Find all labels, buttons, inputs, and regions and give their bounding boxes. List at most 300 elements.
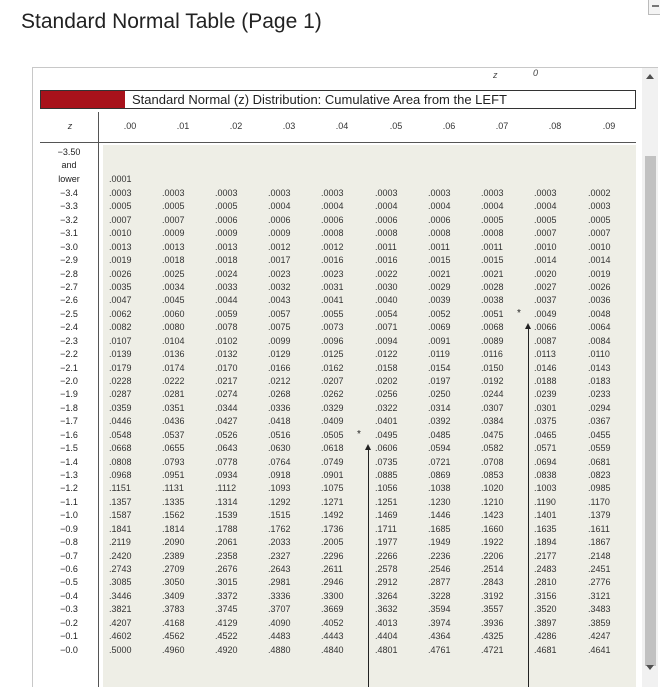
table-cell: .0022 — [375, 268, 398, 279]
table-cell: .2643 — [268, 564, 291, 575]
table-cell: .4801 — [375, 644, 398, 655]
table-cell: .2514 — [481, 564, 504, 575]
scroll-up-icon[interactable] — [646, 74, 654, 79]
table-row — [40, 457, 636, 470]
table-cell: .0778 — [215, 456, 238, 467]
table-cell: .1841 — [109, 523, 132, 534]
table-cell: .0004 — [428, 201, 451, 212]
table-cell: .0089 — [481, 335, 504, 346]
table-cell: .0032 — [268, 282, 291, 292]
table-cell: .1093 — [268, 483, 291, 494]
table-cell: .2177 — [534, 550, 557, 561]
table-cell: .0139 — [109, 349, 132, 360]
table-cell: .3594 — [428, 604, 451, 615]
table-cell: .3264 — [375, 590, 398, 601]
table-cell: .0735 — [375, 456, 398, 467]
table-cell: .0375 — [534, 416, 557, 427]
table-row — [40, 497, 636, 510]
table-cell: .0006 — [428, 214, 451, 225]
z-value: −2.7 — [60, 282, 78, 292]
table-row — [40, 443, 636, 456]
table-cell: .0003 — [428, 188, 451, 198]
table-cell: .4880 — [268, 644, 291, 655]
table-cell: .3085 — [109, 577, 132, 588]
table-cell: .4960 — [162, 644, 185, 655]
table-cell: .0078 — [215, 322, 238, 333]
table-cell: .0017 — [268, 255, 291, 266]
asterisk-marker: * — [517, 307, 521, 319]
table-cell: .3156 — [534, 590, 557, 601]
column-header: .08 — [548, 121, 562, 131]
table-cell: .0183 — [588, 376, 611, 387]
table-cell: .0150 — [481, 362, 504, 373]
z-value: −3.3 — [60, 201, 78, 212]
table-cell: .0808 — [109, 456, 132, 467]
table-cell: .0392 — [428, 416, 451, 427]
table-cell: .0009 — [268, 228, 291, 239]
table-cell: .1736 — [321, 523, 344, 534]
table-cell: .0003 — [162, 188, 185, 198]
table-cell: .0446 — [109, 416, 132, 427]
table-cell: .2005 — [321, 537, 344, 548]
table-cell: .3372 — [215, 590, 238, 601]
table-cell: .1814 — [162, 523, 185, 534]
table-cell: .0013 — [109, 241, 132, 252]
table-cell: .3821 — [109, 604, 132, 615]
z-value: −0.8 — [60, 537, 78, 548]
table-cell: .0004 — [321, 201, 344, 212]
table-cell: .0192 — [481, 376, 504, 387]
table-cell: .2327 — [268, 550, 291, 561]
table-cell: .1762 — [268, 523, 291, 534]
z-value: −2.8 — [60, 268, 78, 279]
table-cell: .0021 — [481, 268, 504, 279]
table-cell: .0010 — [534, 241, 557, 252]
table-row — [40, 282, 636, 295]
table-cell: .0018 — [162, 255, 185, 266]
table-cell: .0003 — [109, 188, 132, 198]
table-cell: .0005 — [162, 201, 185, 212]
table-cell: .0011 — [375, 241, 397, 252]
table-cell: .0059 — [215, 308, 238, 319]
table-cell: .0045 — [162, 295, 185, 306]
table-cell: .0505 — [321, 429, 344, 440]
table-cell: .0158 — [375, 362, 398, 373]
table-cell: .0021 — [428, 268, 451, 279]
table-cell: .0239 — [534, 389, 557, 400]
table-cell: .2033 — [268, 537, 291, 548]
z-value: −1.1 — [60, 496, 78, 507]
table-cell: .2546 — [428, 564, 451, 575]
header-accent-block — [41, 91, 125, 108]
table-cell: .0071 — [375, 322, 398, 333]
table-cell: .0853 — [481, 470, 504, 481]
table-cell: .3974 — [428, 617, 451, 628]
table-cell: .3557 — [481, 604, 504, 615]
table-cell: .3409 — [162, 590, 185, 601]
table-cell: .2843 — [481, 577, 504, 588]
table-cell: .0102 — [215, 335, 238, 346]
table-cell: .0006 — [321, 214, 344, 225]
table-cell: .0485 — [428, 429, 451, 440]
table-cell: .0274 — [215, 389, 238, 400]
table-cell: .0028 — [481, 282, 504, 292]
table-cell: .0113 — [534, 349, 556, 360]
table-cell: .0047 — [109, 295, 132, 306]
table-cell: .3632 — [375, 604, 398, 615]
table-cell: .1056 — [375, 483, 398, 494]
table-cell: .2358 — [215, 550, 238, 561]
table-cell: .2743 — [109, 564, 132, 575]
window-corner-icon[interactable] — [648, 0, 660, 15]
table-cell: .0008 — [375, 228, 398, 239]
column-header: .01 — [176, 121, 190, 131]
table-cell: .0036 — [588, 295, 611, 306]
table-row — [40, 201, 636, 214]
page-title: Standard Normal Table (Page 1) — [21, 10, 322, 33]
table-row — [40, 255, 636, 268]
table-cell: .0040 — [375, 295, 398, 306]
table-cell: .0019 — [588, 268, 611, 279]
table-cell: .0003 — [481, 188, 504, 198]
table-cell: .1446 — [428, 510, 451, 521]
table-cell: .0009 — [215, 228, 238, 239]
table-cell: .0055 — [321, 308, 344, 319]
table-cell: .0008 — [321, 228, 344, 239]
table-cell: .0011 — [428, 241, 450, 252]
table-cell: .0052 — [428, 308, 451, 319]
table-row — [40, 591, 636, 604]
z-table — [40, 112, 636, 687]
table-cell: .0049 — [534, 308, 557, 319]
table-cell: .0136 — [162, 349, 185, 360]
table-cell: .1335 — [162, 496, 185, 507]
table-cell: .1230 — [428, 496, 451, 507]
table-cell: .4207 — [109, 617, 132, 628]
table-cell: .0009 — [162, 228, 185, 239]
table-cell: .1611 — [588, 523, 610, 534]
table-cell: .1357 — [109, 496, 132, 507]
z-value: −1.7 — [60, 416, 78, 427]
table-cell: .0344 — [215, 402, 238, 413]
table-cell: .0262 — [321, 389, 344, 400]
table-cell: .4681 — [534, 644, 557, 655]
table-cell: .3300 — [321, 590, 344, 601]
table-cell: .0008 — [428, 228, 451, 239]
table-cell: .2148 — [588, 550, 611, 561]
table-row — [40, 322, 636, 335]
table-cell: .0197 — [428, 376, 451, 387]
table-row — [40, 631, 636, 644]
table-cell: .0359 — [109, 402, 132, 413]
table-cell: .0038 — [481, 295, 504, 306]
table-cell: .0004 — [268, 201, 291, 212]
table-cell: .0475 — [481, 429, 504, 440]
table-cell: .3520 — [534, 604, 557, 615]
table-cell: .0011 — [481, 241, 503, 252]
table-header-bar — [40, 90, 636, 109]
table-cell: .2119 — [109, 537, 131, 548]
table-cell: .1170 — [588, 496, 610, 507]
table-cell: .0002 — [588, 188, 611, 198]
table-row — [40, 483, 636, 496]
table-cell: .0212 — [268, 376, 291, 387]
table-cell: .0179 — [109, 362, 132, 373]
table-cell: .0918 — [268, 470, 291, 481]
table-cell: .3050 — [162, 577, 185, 588]
table-cell: .2266 — [375, 550, 398, 561]
table-cell: .2676 — [215, 564, 238, 575]
table-cell: .0005 — [534, 214, 557, 225]
z-value: −0.1 — [60, 631, 78, 642]
table-cell: .0016 — [375, 255, 398, 266]
table-cell: .0075 — [268, 322, 291, 333]
table-cell: .0749 — [321, 456, 344, 467]
table-cell: .1251 — [375, 496, 398, 507]
table-cell: .0129 — [268, 349, 291, 360]
table-cell: .2451 — [588, 564, 611, 575]
table-row — [40, 510, 636, 523]
table-cell: .0162 — [321, 362, 344, 373]
table-cell: .0054 — [375, 308, 398, 319]
table-cell: .0064 — [588, 322, 611, 333]
table-cell: .1075 — [321, 483, 344, 494]
table-row — [40, 363, 636, 376]
table-cell: .0174 — [162, 362, 185, 373]
table-row — [40, 228, 636, 241]
table-cell: .0062 — [109, 308, 132, 319]
z-value: −2.5 — [60, 308, 78, 319]
column-header: .03 — [282, 121, 296, 131]
table-cell: .1949 — [428, 537, 451, 548]
table-row — [40, 551, 636, 564]
table-cell: .2912 — [375, 577, 398, 588]
table-cell: .0033 — [215, 282, 238, 292]
table-cell: .0146 — [534, 362, 557, 373]
z-value: −1.2 — [60, 483, 78, 494]
table-cell: .0548 — [109, 429, 132, 440]
table-cell: .0367 — [588, 416, 611, 427]
table-cell: .4364 — [428, 631, 451, 642]
table-cell: .0015 — [481, 255, 504, 266]
table-cell: .4013 — [375, 617, 398, 628]
table-cell: .0004 — [375, 201, 398, 212]
table-cell: .0170 — [215, 362, 238, 373]
table-cell: .0571 — [534, 443, 557, 454]
z-value: −3.2 — [60, 214, 78, 225]
zero-label: 0 — [533, 68, 539, 78]
z-value: −0.4 — [60, 590, 78, 601]
z-value: −0.3 — [60, 604, 78, 615]
table-cell: .0096 — [321, 335, 344, 346]
table-cell: .0006 — [268, 214, 291, 225]
table-cell: .2389 — [162, 550, 185, 561]
table-cell: .0268 — [268, 389, 291, 400]
z-column-header: z — [67, 121, 73, 131]
table-cell: .0012 — [321, 241, 344, 252]
table-row — [40, 537, 636, 550]
table-cell: .0217 — [215, 376, 238, 387]
table-cell: .0014 — [534, 255, 557, 266]
table-cell: .3783 — [162, 604, 185, 615]
table-cell: .0027 — [534, 282, 557, 292]
z-axis-label: z — [493, 70, 498, 80]
table-cell: .2420 — [109, 550, 132, 561]
table-cell: .1379 — [588, 510, 611, 521]
column-header: .00 — [123, 121, 137, 131]
table-cell: .0694 — [534, 456, 557, 467]
table-cell: .0495 — [375, 429, 398, 440]
vertical-scrollbar[interactable] — [642, 68, 658, 687]
table-cell: .0934 — [215, 470, 238, 481]
table-cell: .0057 — [268, 308, 291, 319]
table-cell: .0409 — [321, 416, 344, 427]
table-row — [40, 389, 636, 402]
table-cell: .0526 — [215, 429, 238, 440]
table-cell: .0014 — [588, 255, 611, 266]
lower-label: and — [61, 160, 77, 170]
table-cell: .3015 — [215, 577, 238, 588]
table-cell: .1112 — [215, 483, 237, 494]
table-cell: .0091 — [428, 335, 451, 346]
table-cell: .0003 — [588, 201, 611, 212]
table-title: Standard Normal (z) Distribution: Cumulative Area from the LEFT — [132, 92, 507, 107]
table-cell: .4641 — [588, 644, 611, 655]
table-cell: .3859 — [588, 617, 611, 628]
z-value: −2.2 — [60, 349, 78, 360]
table-cell: .0034 — [162, 282, 185, 292]
table-cell: .0418 — [268, 416, 291, 427]
table-cell: .0516 — [268, 429, 291, 440]
lower-value: .0001 — [109, 174, 132, 184]
table-cell: .0207 — [321, 376, 344, 387]
table-cell: .1562 — [162, 510, 185, 521]
table-cell: .0110 — [588, 349, 610, 360]
table-cell: .2090 — [162, 537, 185, 548]
z-value: −1.9 — [60, 389, 78, 400]
table-cell: .0885 — [375, 470, 398, 481]
table-cell: .0051 — [481, 308, 504, 319]
table-row — [40, 645, 636, 658]
table-cell: .4168 — [162, 617, 185, 628]
table-cell: .1492 — [321, 510, 344, 521]
table-row — [40, 618, 636, 631]
table-row — [40, 416, 636, 429]
table-cell: .0618 — [321, 443, 344, 454]
table-cell: .0125 — [321, 349, 344, 360]
column-header: .06 — [442, 121, 456, 131]
table-cell: .0003 — [268, 188, 291, 198]
table-cell: .0004 — [481, 201, 504, 212]
table-cell: .4286 — [534, 631, 557, 642]
table-cell: .2236 — [428, 550, 451, 561]
table-cell: .1660 — [481, 523, 504, 534]
table-cell: .0107 — [109, 335, 132, 346]
z-value: −2.4 — [60, 322, 78, 333]
table-cell: .1977 — [375, 537, 398, 548]
z-value: −1.4 — [60, 456, 78, 467]
table-cell: .0005 — [109, 201, 132, 212]
column-header: .02 — [229, 121, 243, 131]
table-cell: .0005 — [481, 214, 504, 225]
table-cell: .0537 — [162, 429, 185, 440]
table-cell: .0029 — [428, 282, 451, 292]
table-cell: .0080 — [162, 322, 185, 333]
table-cell: .0084 — [588, 335, 611, 346]
table-row — [40, 430, 636, 443]
table-cell: .0122 — [375, 349, 398, 360]
table-cell: .0764 — [268, 456, 291, 467]
column-header: .07 — [495, 121, 509, 131]
table-cell: .3897 — [534, 617, 557, 628]
table-cell: .4522 — [215, 631, 238, 642]
table-cell: .3446 — [109, 590, 132, 601]
table-cell: .1020 — [481, 483, 504, 494]
z-value: −2.0 — [60, 376, 78, 387]
table-cell: .4562 — [162, 631, 185, 642]
table-cell: .0073 — [321, 322, 344, 333]
table-cell: .0643 — [215, 443, 238, 454]
table-row — [40, 215, 636, 228]
table-cell: .0026 — [588, 282, 611, 292]
table-cell: .3707 — [268, 604, 291, 615]
table-cell: .3121 — [588, 590, 611, 601]
table-cell: .1190 — [534, 496, 556, 507]
table-cell: .0007 — [534, 228, 557, 239]
table-cell: .1003 — [534, 483, 557, 494]
table-cell: .0314 — [428, 402, 451, 413]
table-row — [40, 295, 636, 308]
table-cell: .0005 — [588, 214, 611, 225]
z-value: −0.9 — [60, 523, 78, 534]
table-cell: .4443 — [321, 631, 344, 642]
table-cell: .1788 — [215, 523, 238, 534]
table-cell: .0301 — [534, 402, 557, 413]
table-cell: .0007 — [588, 228, 611, 239]
table-cell: .1867 — [588, 537, 611, 548]
table-cell: .1271 — [321, 496, 344, 507]
table-cell: .5000 — [109, 644, 132, 655]
table-cell: .0132 — [215, 349, 238, 360]
table-cell: .0329 — [321, 402, 344, 413]
table-cell: .0031 — [321, 282, 344, 292]
table-cell: .0018 — [215, 255, 238, 266]
table-cell: .3192 — [481, 590, 504, 601]
table-cell: .4052 — [321, 617, 344, 628]
z-value: −1.6 — [60, 429, 78, 440]
table-cell: .0004 — [534, 201, 557, 212]
table-cell: .2709 — [162, 564, 185, 575]
table-cell: .0559 — [588, 443, 611, 454]
asterisk-marker: * — [357, 428, 361, 440]
table-cell: .0951 — [162, 470, 185, 481]
table-row — [40, 336, 636, 349]
table-cell: .0721 — [428, 456, 451, 467]
scroll-thumb[interactable] — [645, 156, 656, 666]
table-cell: .0233 — [588, 389, 611, 400]
column-header-row — [40, 112, 636, 143]
table-cell: .0427 — [215, 416, 238, 427]
table-cell: .0869 — [428, 470, 451, 481]
table-cell: .0060 — [162, 308, 185, 319]
lower-label: −3.50 — [57, 147, 81, 157]
table-cell: .2206 — [481, 550, 504, 561]
table-cell: .0307 — [481, 402, 504, 413]
table-cell: .0166 — [268, 362, 291, 373]
table-cell: .4840 — [321, 644, 344, 655]
table-row — [40, 376, 636, 389]
scroll-down-icon[interactable] — [646, 665, 654, 670]
